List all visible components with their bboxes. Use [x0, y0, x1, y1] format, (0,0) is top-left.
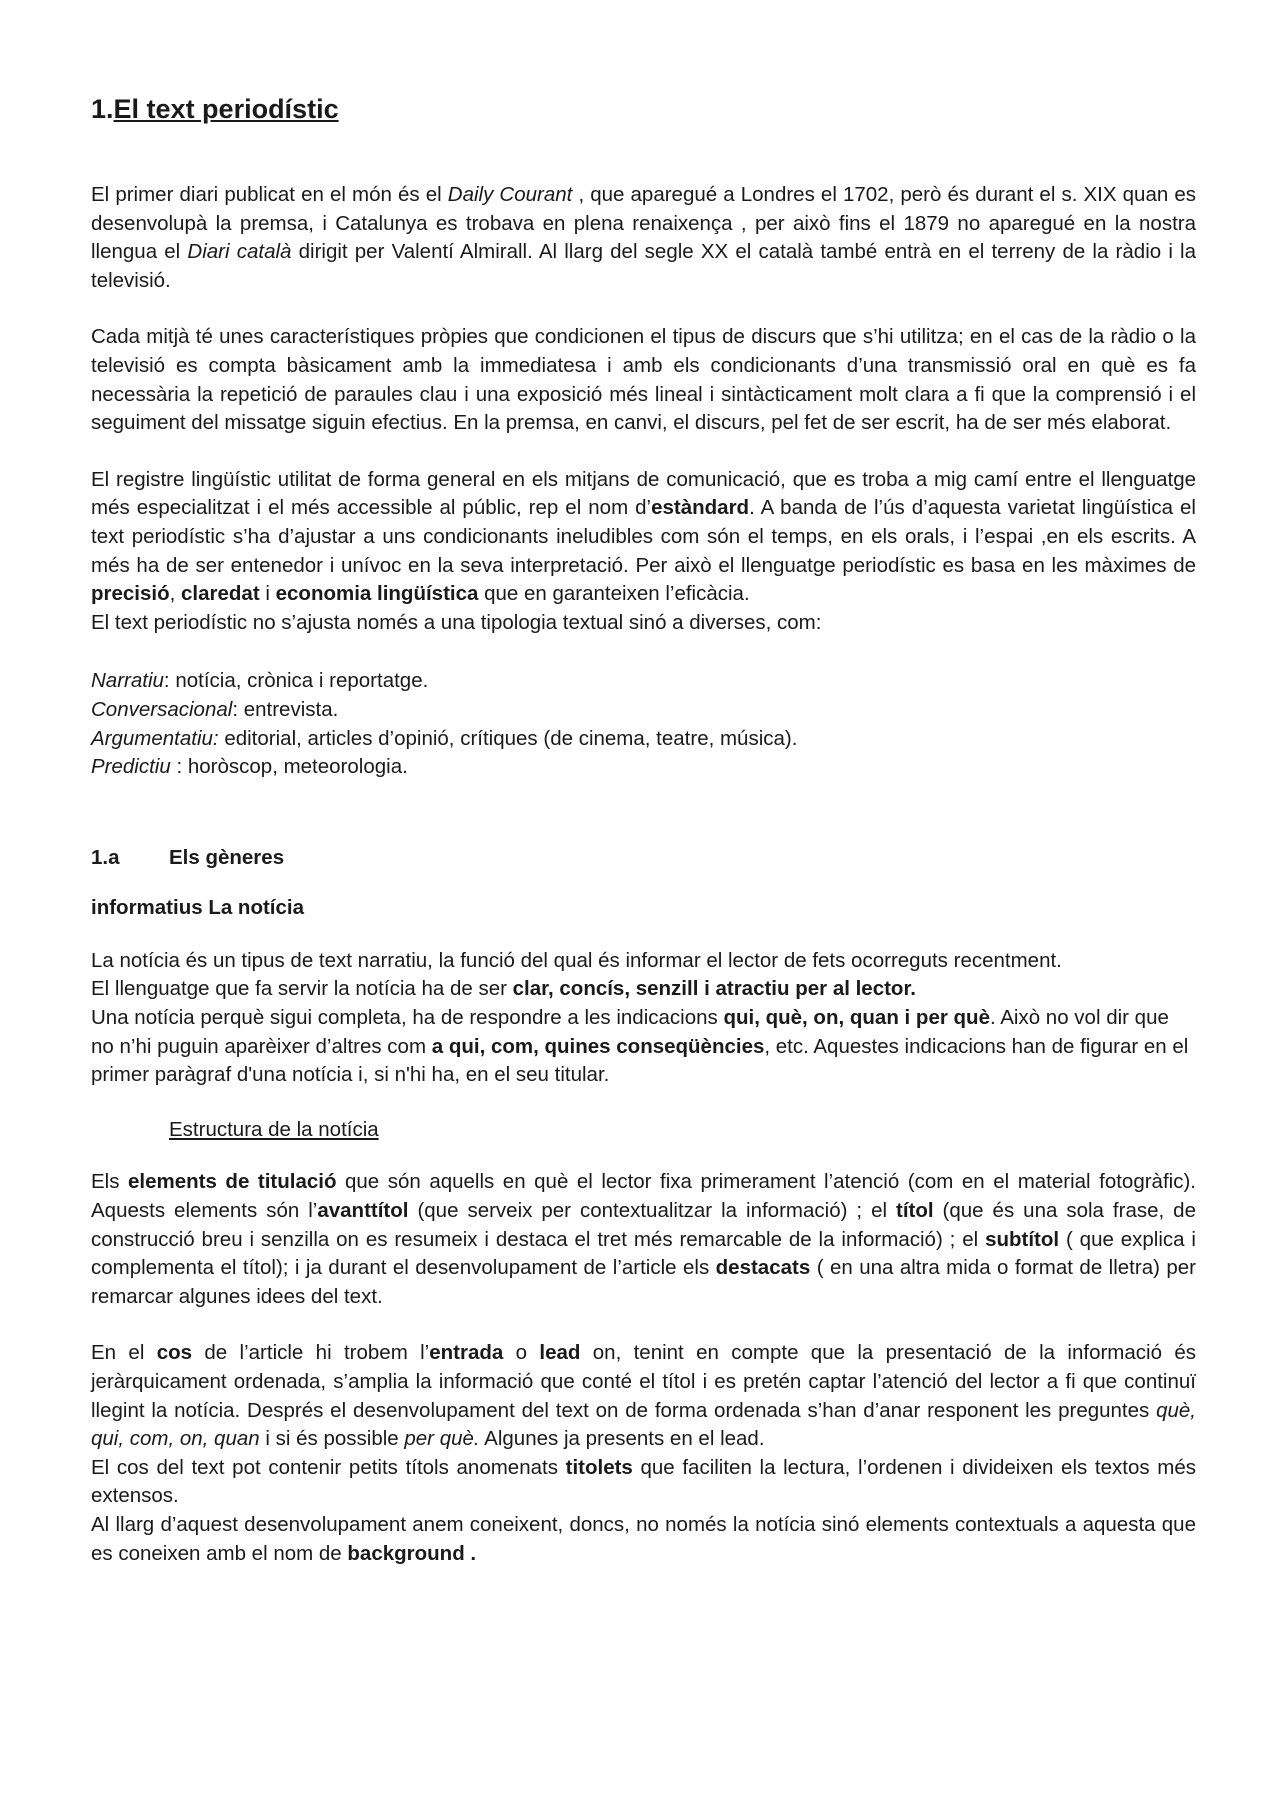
paragraph-language: [91, 975, 1196, 1004]
text-run: Una notícia perquè sigui completa, ha de respondre a les indicacions: [91, 1006, 724, 1030]
bold-run: economia lingüística: [275, 582, 479, 606]
bold-run: títol: [896, 1199, 934, 1223]
list-item-label: Predictiu: [91, 755, 171, 779]
bold-run: lead: [539, 1341, 581, 1365]
bold-run: avanttítol: [317, 1199, 409, 1223]
text-run: que faciliten la lectura, l’ordenen i divideixen els textos més extensos.: [91, 1455, 1197, 1508]
text-run: , que aparegué a Londres el 1702, però és durant el s. XIX quan es desenvolupà la premsa, i Catalunya es trobava en plena renaixença , per això fins el 1879 no aparegué en la nostra llengua el: [91, 183, 1196, 264]
text-run: , etc. Aquestes indicacions han de figurar en el primer paràgraf d'una notícia i, si n'hi ha, en el seu titular.: [91, 1034, 1189, 1087]
list-item: [91, 667, 1196, 696]
structure-title: Estructura de la notícia: [169, 1117, 379, 1141]
typology-list: [91, 667, 1196, 781]
bold-run: elements de titulació: [128, 1170, 337, 1194]
text-run: El registre lingüístic utilitat de forma general en els mitjans de comunicació, que es troba a mig camí entre el llenguatge més especialitzat i el més accessible al públic, rep el nom d’: [91, 467, 1196, 520]
list-item-text: editorial, articles d’opinió, crítiques (de cinema, teatre, música).: [224, 726, 798, 750]
italic-run: per què.: [404, 1427, 480, 1451]
text-run: (que és una sola frase, de construcció breu i senzilla on es resumeix i destaca el tret més remarcable de la informació) ; el: [91, 1199, 1196, 1251]
paragraph-media: Cada mitjà té unes característiques pròpies que condicionen el tipus de discurs que s’hi utilitza; en el cas de la ràdio o la televisió es compta bàsicament amb la immediatesa i amb els condicionants d’una transmissió oral en què es fa necessària la repetició de paraules clau i una exposició més lineal i sintàcticament molt clara a fi que la comprensió i el seguiment del missatge siguin efectius. En la premsa, en canvi, el discurs, pel fet de ser escrit, ha de ser més elaborat.: [91, 325, 1196, 435]
list-item-text: notícia, crònica i reportatge.: [175, 669, 429, 693]
text-run: . A banda de l’ús d’aquesta varietat lingüística el text periodístic s’ha d’ajustar a uns condicionants ineludibles com són el temps, en els orals, i l’espai ,en els escrits. A més ha de ser entenedor i unívoc en la seva interpretació. Per això el llenguatge periodístic es basa en les màximes de: [91, 496, 1196, 577]
italic-run: Daily Courant: [447, 183, 573, 206]
italic-run: Diari català: [187, 240, 292, 264]
text-run: i si és possible: [259, 1427, 405, 1451]
list-item: [91, 753, 1196, 782]
section-number: 1.a: [91, 845, 120, 869]
paragraph-body: [91, 1339, 1196, 1453]
section-heading: [91, 844, 1196, 873]
paragraph-typology: El text periodístic no s’ajusta només a una tipologia textual sinó a diverses, com:: [91, 610, 822, 634]
text-run: El cos del text pot contenir petits títols anomenats: [91, 1455, 566, 1479]
text-run: (que serveix per contextualitzar la informació) ; el: [408, 1199, 896, 1223]
paragraph-history: [91, 181, 1196, 295]
bold-run: destacats: [715, 1256, 811, 1280]
bold-run: estàndard: [651, 496, 750, 520]
text-run: dirigit per Valentí Almirall. Al llarg del segle XX el català també entrà en el terreny de la ràdio i la televisió.: [91, 240, 1196, 292]
title-number: 1.: [91, 94, 114, 124]
paragraph-titling: [91, 1168, 1196, 1311]
bold-run: subtítol: [985, 1227, 1060, 1251]
list-item-label: Conversacional: [91, 697, 233, 721]
text-run: i: [259, 582, 276, 606]
bold-run: qui, què, on, quan i per què: [723, 1006, 990, 1030]
bold-run: a qui, com, quines conseqüències: [431, 1034, 765, 1058]
list-item-label: Argumentatiu:: [91, 726, 219, 750]
section-title: Els gèneres: [169, 845, 285, 869]
list-item-text: entrevista.: [243, 697, 339, 721]
text-run: Algunes ja presents en el lead.: [479, 1427, 765, 1451]
list-item-sep: :: [163, 669, 176, 693]
bold-run: clar, concís, senzill i atractiu per al lector.: [512, 977, 916, 1001]
list-item-sep: :: [232, 697, 244, 721]
text-run: ( en una altra mida o format de lletra) per remarcar algunes idees del text.: [91, 1256, 1196, 1308]
text-run: o: [503, 1341, 540, 1365]
subheading: informatius La notícia: [91, 896, 304, 920]
bold-run: precisió: [91, 582, 170, 606]
text-run: ,: [169, 582, 182, 606]
text-run: El primer diari publicat en el món és el: [91, 183, 448, 206]
text-run: que en garanteixen l’eficàcia.: [478, 582, 750, 606]
bold-run: titolets: [565, 1455, 633, 1479]
text-run: Al llarg d’aquest desenvolupament anem coneixent, doncs, no només la notícia sinó elements contextuals a aquesta que es coneixen amb el nom de: [91, 1512, 1196, 1565]
text-run: En el: [91, 1341, 157, 1365]
text-run: on, tenint en compte que la presentació de la informació és jeràrquicament ordenada, s’amplia la informació que conté el títol i es pretén captar l’atenció del lector a fi que continuï llegint la notícia. Després el desenvolupament del text on de forma ordenada s’han d’anar responent les preguntes: [91, 1341, 1196, 1422]
text-run: de l’article hi trobem l’: [192, 1341, 430, 1365]
paragraph-register: [91, 466, 1196, 609]
paragraph-background: [91, 1511, 1196, 1568]
list-item: [91, 725, 1196, 754]
list-item-sep: :: [170, 755, 188, 779]
text-run: Els: [91, 1170, 129, 1194]
text-run: que són aquells en què el lector fixa primerament l’atenció (com en el material fotogràfic). Aquests elements són l’: [91, 1170, 1196, 1223]
text-run: . Això no vol dir que no n’hi puguin aparèixer d’altres com: [91, 1006, 1169, 1058]
bold-run: background .: [347, 1541, 477, 1565]
italic-run: què, qui, com, on, quan: [91, 1398, 1196, 1451]
bold-run: entrada: [429, 1341, 504, 1365]
paragraph-definition: La notícia és un tipus de text narratiu, la funció del qual és informar el lector de fets ocorreguts recentment.: [91, 948, 1062, 972]
paragraph-questions: [91, 1004, 1196, 1090]
list-item-text: horòscop, meteorologia.: [187, 755, 408, 779]
list-item-label: Narratiu: [91, 669, 164, 693]
text-run: ( que explica i complementa el títol); i ja durant el desenvolupament de l’article els: [91, 1227, 1196, 1280]
paragraph-subtitles: [91, 1454, 1196, 1511]
text-run: El llenguatge que fa servir la notícia ha de ser: [91, 977, 513, 1001]
bold-run: claredat: [181, 582, 260, 606]
page-title: [91, 92, 1196, 126]
bold-run: cos: [156, 1341, 193, 1365]
title-text: El text periodístic: [113, 94, 339, 124]
list-item: [91, 696, 1196, 725]
